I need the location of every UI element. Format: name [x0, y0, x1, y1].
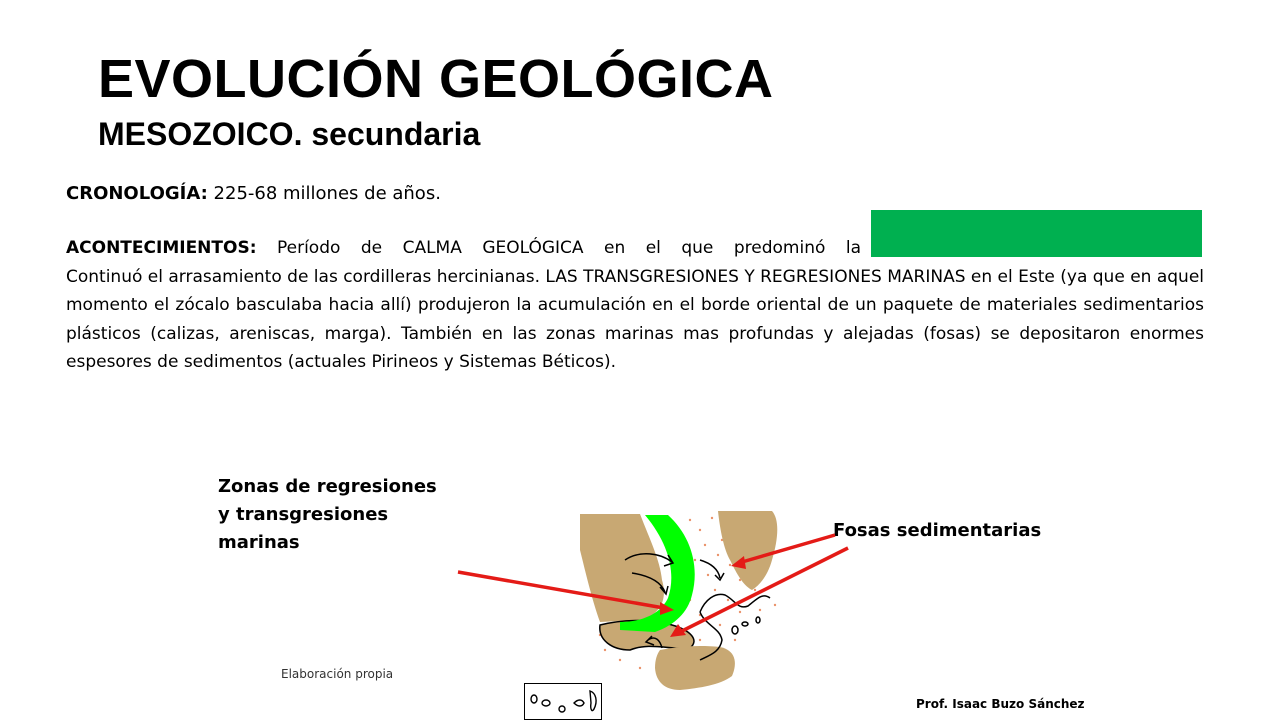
canary-islands-inset: [524, 683, 602, 720]
chronology-text: 225-68 millones de años.: [207, 183, 441, 204]
iberia-mesozoic-map: [440, 500, 860, 720]
events-first-line-text: Período de CALMA GEOLÓGICA en el que predominó la: [256, 238, 861, 258]
slide-title: EVOLUCIÓN GEOLÓGICA: [98, 49, 774, 109]
label-sedimentary-trenches: Fosas sedimentarias: [833, 520, 1042, 541]
image-credit: Elaboración propia: [281, 667, 394, 681]
events-first-line: [66, 234, 861, 263]
northeast-land-mass: [718, 511, 777, 590]
events-text: Continuó el arrasamiento de las cordilleras hercinianas. LAS TRANSGRESIONES Y REGRESIONES MARINAS en el Este (ya que en aquel momento el zócalo basculaba hacia allí) produjeron la acumulación en el borde oriental de un paquete de materiales sedimentarios plásticos (calizas, areniscas, marga). También en las zonas marinas mas profundas y alejadas (fosas) se depositaron enormes espesores de sedimentos (actuales Pirineos y Sistemas Béticos).: [66, 266, 1204, 372]
label-regressions-transgressions: Zonas de regresiones y transgresiones marinas: [218, 476, 437, 553]
balearic-islands: [732, 617, 760, 634]
slide-subtitle: MESOZOICO. secundaria: [98, 116, 481, 152]
events-label: ACONTECIMIENTOS:: [66, 238, 257, 258]
chronology-line: [66, 181, 441, 207]
hidden-answer-box[interactable]: [871, 210, 1202, 257]
author-credit: Prof. Isaac Buzo Sánchez: [916, 697, 1085, 711]
south-land-mass: [655, 646, 735, 690]
chronology-label: CRONOLOGÍA:: [66, 183, 208, 204]
